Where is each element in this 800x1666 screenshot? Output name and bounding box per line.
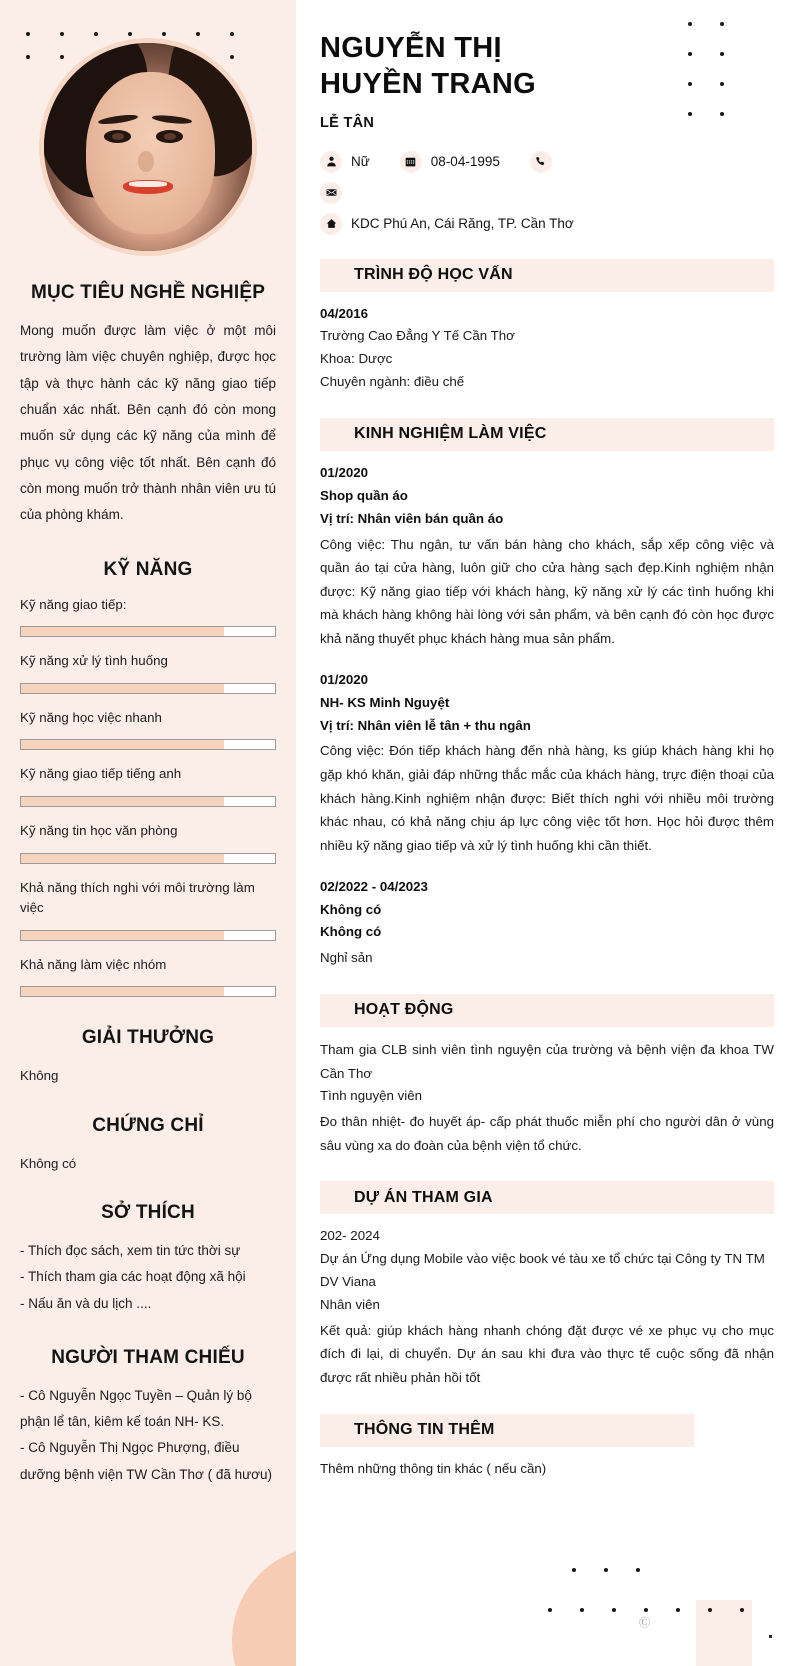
person-icon [320,151,342,173]
skill-bar-fill [21,987,224,996]
skill-bar [20,853,276,864]
page-title [320,30,774,103]
skills-list [20,595,276,998]
skill-bar [20,683,276,694]
phone-icon [530,151,552,173]
experience-description: Công việc: Thu ngân, tư vấn bán hàng cho khách, sắp xếp công việc và quần áo tại cửa hàng, luôn giữ cho cửa hàng sạch đẹp.Kinh nghiệm nhận được: Kỹ năng giao tiếp với khách hàng, kỹ năng xử lý các tình huống khi mà khách hàng không hài lòng với sản phẩm, và bên cạnh đó còn học được khả năng thuyết phục khách hàng mua sản phẩm. [320,536,774,647]
gender-value: Nữ [351,154,370,169]
additional-heading: THÔNG TIN THÊM [354,1421,495,1439]
skill-item [20,878,276,941]
education-body [320,303,774,394]
contact-email[interactable] [320,182,351,204]
skill-label: Kỹ năng học việc nhanh [20,709,162,725]
project-line: Nhân viên [320,1296,380,1312]
experience-entry [320,876,774,970]
project-line: Dự án Ứng dụng Mobile vào việc book vé tàu xe tổ chức tại Công ty TN TM DV Viana [320,1251,765,1290]
skill-item [20,821,276,864]
activities-section-header [320,994,774,1027]
projects-entry [320,1225,774,1389]
objective-heading: MỤC TIÊU NGHỀ NGHIỆP [30,282,266,303]
contact-address [320,213,574,235]
skill-item [20,595,276,638]
experience-date: 01/2020 [320,464,369,480]
job-role: LỄ TÂN [320,114,375,131]
avatar [39,38,257,256]
projects-heading: DỰ ÁN THAM GIA [354,1188,493,1206]
experience-position: Vị trí: Nhân viên lễ tân + thu ngân [320,717,531,733]
dob-value: 08-04-1995 [430,154,500,169]
dot-row-decoration-2 [548,1608,772,1612]
contact-gender [320,151,370,173]
projects-section-header [320,1181,774,1214]
hobbies-list [20,1238,276,1317]
hobby-item: - Nấu ăn và du lịch .... [20,1295,152,1311]
skill-item [20,651,276,694]
project-date: 202- 2024 [320,1228,380,1244]
main-content [296,0,800,1666]
skill-item [20,955,276,998]
experience-description: Nghỉ sản [320,950,373,966]
address-value: KDC Phú An, Cái Răng, TP. Cần Thơ [351,216,574,231]
education-heading: TRÌNH ĐỘ HỌC VẤN [354,266,513,283]
additional-section-header [320,1414,774,1447]
tiny-dot-decoration [769,1635,772,1638]
experience-entry [320,462,774,651]
skill-label: Kỹ năng giao tiếp: [20,596,127,612]
education-section-header [320,259,774,292]
awards-text: Không [20,1068,59,1084]
activity-line: Tình nguyện viên [320,1088,423,1104]
skill-bar-fill [21,931,224,940]
skill-label: Khả năng thích nghi với môi trường làm việc [20,879,255,916]
experience-section-header [320,418,774,451]
calendar-icon [400,151,422,173]
activities-entry [320,1038,774,1157]
experience-date: 01/2020 [320,671,369,687]
header-notch-decoration [694,1414,774,1460]
additional-text: Thêm những thông tin khác ( nếu cần) [320,1460,547,1476]
additional-body [320,1458,774,1481]
education-date: 04/2016 [320,305,369,321]
references-heading: NGƯỜI THAM CHIẾU [51,1346,245,1368]
contact-phone[interactable] [530,151,561,173]
name-line-2: HUYỀN TRANG [320,68,536,101]
dot-row-decoration-1 [572,1568,668,1572]
contact-info [320,151,774,235]
activity-line: Đo thân nhiệt- đo huyết áp- cấp phát thuốc miễn phí cho người dân ở vùng sâu vùng xa do đoàn của bệnh viện tổ chức. [320,1114,774,1153]
reference-item: - Cô Nguyễn Thị Ngọc Phượng, điều dưỡng bệnh viện TW Cần Thơ ( đã hươu) [20,1440,273,1482]
hobbies-heading: SỞ THÍCH [101,1201,195,1223]
experience-entry [320,669,774,858]
skill-label: Khả năng làm việc nhóm [20,956,167,972]
skill-bar [20,930,276,941]
experience-heading: KINH NGHIỆM LÀM VIỆC [354,425,547,443]
skill-bar [20,739,276,750]
envelope-icon [320,182,342,204]
education-entry [320,303,774,394]
education-line: Chuyên ngành: điều chế [320,374,465,390]
activities-heading: HOẠT ĐỘNG [354,1001,454,1019]
skill-bar-fill [21,797,224,806]
education-line: Trường Cao Đẳng Y Tế Cần Thơ [320,328,515,344]
experience-body [320,462,774,970]
skill-bar-fill [21,854,224,863]
skill-bar [20,626,276,637]
project-line: Kết quả: giúp khách hàng nhanh chóng đặt được vé xe phục vụ cho mục đích đi lại, di chuyển. Dự án sau khi đưa vào thực tế cuộc sống đã nhận được rất nhiều phản hồi tốt [320,1322,774,1386]
awards-heading: GIẢI THƯỞNG [81,1027,215,1049]
skills-heading: KỸ NĂNG [103,558,193,580]
experience-description: Công việc: Đón tiếp khách hàng đến nhà hàng, ks giúp khách hàng khi họ gặp khó khăn, giải đáp những thắc mắc của khách hàng, trực điện thoại của khách hàng.Kinh nghiệm nhận được: Biết thích nghi với nhiều môi trường khác nhau, có khả năng chịu áp lực công việc tốt hơn. Học hỏi được thêm nhiều kỹ năng giao tiếp và xử lý tình huống khi cần thiết. [320,743,774,853]
skill-label: Kỹ năng giao tiếp tiếng anh [20,766,182,782]
hobby-item: - Thích đọc sách, xem tin tức thời sự [20,1242,241,1258]
skill-label: Kỹ năng xử lý tình huống [20,653,168,669]
sidebar [0,0,296,1666]
activities-body [320,1038,774,1157]
contact-dob [400,151,500,173]
activity-line: Tham gia CLB sinh viên tình nguyện của trường và bệnh viện đa khoa TW Cần Thơ [320,1041,774,1081]
copyright-mark: Ⓒ [639,1617,650,1629]
projects-body [320,1225,774,1389]
reference-item: - Cô Nguyễn Ngọc Tuyền – Quản lý bộ phận lể tân, kiêm kế toán NH- KS. [20,1387,252,1430]
hobby-item: - Thích tham gia các hoạt động xã hội [20,1269,246,1285]
home-icon [320,213,342,235]
corner-circle-decoration [232,1546,296,1666]
objective-text: Mong muốn được làm việc ở một môi trường làm việc chuyên nghiệp, được học tập và thực hành các kỹ năng giao tiếp chuẩn xác nhất. Bên cạnh đó còn mong muốn sử dụng các kỹ năng của mình để phục vụ công việc tốt nhất. Bên cạnh đó còn mong muốn trở thành nhân viên ưu tú của phòng khám. [20,323,276,523]
education-line: Khoa: Dược [320,351,393,367]
skill-bar-fill [21,684,224,693]
experience-company: Shop quần áo [320,487,408,503]
skill-bar [20,796,276,807]
skill-bar [20,986,276,997]
experience-date: 02/2022 - 04/2023 [320,878,428,894]
references-list [20,1383,276,1488]
skill-bar-fill [21,627,224,636]
skill-item [20,708,276,751]
certificates-text: Không có [20,1155,77,1171]
profile-photo [44,43,252,251]
name-line-1: NGUYỄN THỊ [320,32,502,64]
experience-position: Không có [320,924,382,940]
skill-label: Kỹ năng tin học văn phòng [20,822,178,838]
skill-bar-fill [21,740,224,749]
skill-item [20,764,276,807]
certificates-heading: CHỨNG CHỈ [92,1114,204,1136]
experience-company: NH- KS Minh Nguyệt [320,694,450,710]
experience-company: Không có [320,901,382,917]
experience-position: Vị trí: Nhân viên bán quần áo [320,510,504,526]
